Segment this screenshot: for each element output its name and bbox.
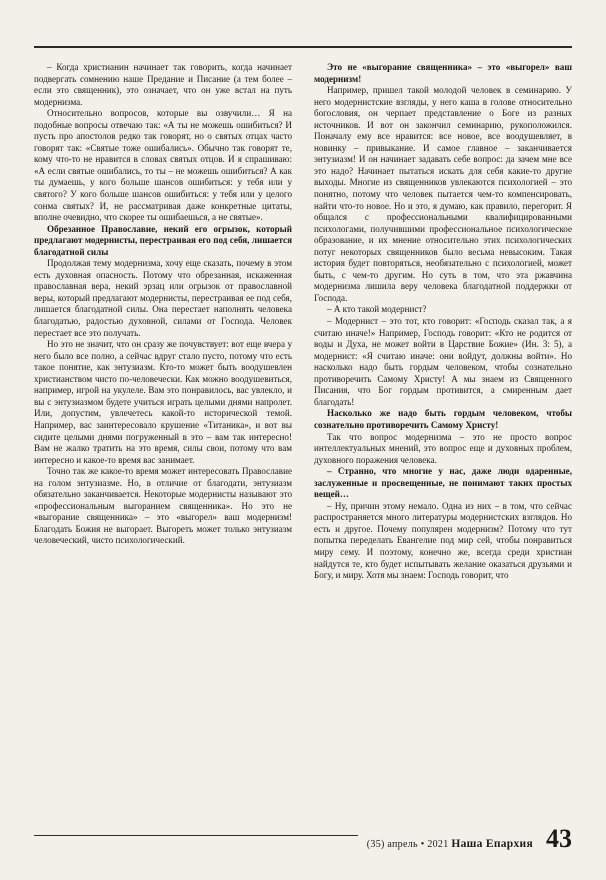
subheading: Это не «выгорание священника» – это «выгорел» ваш модернизм!	[314, 62, 572, 84]
paragraph: – Ну, причин этому немало. Одна из них – в том, что сейчас распространяется много литературы модернистских взглядов. Но есть и другое. Почему популярен модернизм? Потому что тут попытка переделать Евангелие под мир сей, чтобы понравиться миру сему. И поэтому, конечно же, всегда среди христиан найдутся те, кто будет испытывать желание оказаться друзьями и Богу, и миру. Хотя мы знаем: Господь говорит, что	[314, 500, 572, 581]
paragraph: Точно так же какое-то время может интересовать Православие на голом энтузиазме. Но, в отличие от благодати, энтузиазм обязательно заканчивается. Некоторые модернисты называют это «профессиональным выгоранием священника». Но это не «выгорание священника» – это «выгорел» ваш модернизм! Благодать Божия не выгорает. Выгореть может только энтузиазм человеческий, чисто психологический.	[34, 466, 292, 546]
footer-rule	[34, 835, 358, 836]
paragraph: Относительно вопросов, которые вы озвучили… Я на подобные вопросы отвечаю так: «А ты не можешь ошибиться? И пусть про апостолов редко так говорят, но о святых отцах часто говорят так: «Святые тоже ошибались». Обычно так говорят те, кому что-то не нравится в словах святых отцов. И я спрашиваю: «А если святые ошибались, то ты – не можешь ошибиться? А как ты думаешь, у кого больше шансов ошибиться: у тебя или у святого? У кого больше шансов ошибиться: у тебя или у целого сонма святых? И, не рассматривая даже конкретные цитаты, вполне очевидно, что скорее ты ошибаешься, а не святые».	[34, 108, 292, 223]
footer-year: 2021	[427, 839, 449, 850]
paragraph: Продолжая тему модернизма, хочу еще сказать, почему в этом есть духовная опасность. Потому что обрезанная, искаженная православная вера, некий эрзац или огрызок от православной веры, который предлагают модернисты, перестраивая ее под себя, лишается благодатной силы. Она перестает наполнять человека благодатью, радостью духовной, силами от Господа. Человек перестает все это получать.	[34, 258, 292, 338]
top-rule	[34, 46, 572, 48]
subheading: Обрезанное Православие, некий его огрызок, который предлагают модернисты, перестраивая его под себя, лишается благодатной силы	[34, 223, 292, 257]
footer-brand: Наша Епархия	[451, 838, 533, 850]
footer-issue-info	[358, 838, 542, 852]
paragraph: – Модернист – это тот, кто говорит: «Господь сказал так, а я считаю иначе!» Например, Господь говорит: «Кто не родится от воды и Духа, не может войти в Царствие Божие» (Ин. 3: 5), а модернист: «Я считаю иначе: они войдут, должны войти». Но насколько надо быть гордым человеком, чтобы сознательно противоречить Самому Христу! А мы знаем из Священного Писания, что Бог гордым противится, а смиренным дает благодать!	[314, 316, 572, 407]
paragraph: Но это не значит, что он сразу же почувствует: вот еще вчера у него было все полно, а сейчас вдруг стало пусто, потому что есть такое понятие, как энтузиазм. Кто-то может быть воодушевлен христианством чисто по-человечески. Как можно воодушевиться, например, игрой на укулеле. Вам это понравилось, вас увлекло, и вы с энтузиазмом будете учиться играть целыми днями напролет. Или, допустим, увлечетесь какой-то исторической темой. Например, вас заинтересовало крушение «Титаника», и вот вы сидите целыми днями погруженный в это – вам так интересно! Вам не жалко тратить на это время, силы свои, потому что вам интересно и какое-то время вас занимает.	[34, 339, 292, 465]
page-footer	[34, 826, 572, 852]
right-column	[314, 62, 572, 802]
left-column	[34, 62, 292, 802]
page-number: 43	[546, 824, 572, 853]
footer-bullet: •	[420, 839, 425, 850]
paragraph: – Когда христианин начинает так говорить, когда начинает подвергать сомнению наше Предание и Писание (а тем более – если это священник), это означает, что он уже встал на путь модернизма.	[34, 62, 292, 107]
paragraph: – А кто такой модернист?	[327, 304, 427, 315]
footer-issue: (35) апрель	[366, 839, 418, 850]
paragraph: Так что вопрос модернизма – это не просто вопрос интеллектуальных мнений, это вопрос еще и духовных проблем, духовного поражения человека.	[314, 431, 572, 465]
paragraph: Например, пришел такой молодой человек в семинарию. У него модернистские взгляды, у него каша в голове относительно богословия, он черпает представление о Боге из разных источников. И вот он закончил семинарию, рукоположился. Поначалу ему все нравится: все новое, все воодушевляет, в новинку – привыкание. И самое главное – заканчивается энтузиазм! И он начинает задавать себе вопрос: да зачем мне все это надо? Начинает пытаться искать для себя какие-то другие выходы. Многие из священников увлекаются психологией – это понятно, потому что человек пытается чем-то компенсировать, найти что-то новое. Но и это, я думаю, как правило, перегорит. Я общался с профессиональными квалифицированными психологами, получившими профессиональное психологическое образование, и их мнение относительно этих психологических потуг некоторых священников было весьма невысоким. Такая история будет повторяться, необязательно с психологией, может быть, с чем-то другим. Но суть в том, что эта ржавчина модернизма лишила веру человека благодатной поддержки от Господа.	[314, 85, 572, 303]
article-columns	[34, 62, 572, 802]
subheading: – Странно, что многие у нас, даже люди одаренные, заслуженные и просвещенные, не понимают таких простых вещей…	[314, 466, 572, 500]
subheading: Насколько же надо быть гордым человеком, чтобы сознательно противоречить Самому Христу!	[314, 408, 572, 430]
